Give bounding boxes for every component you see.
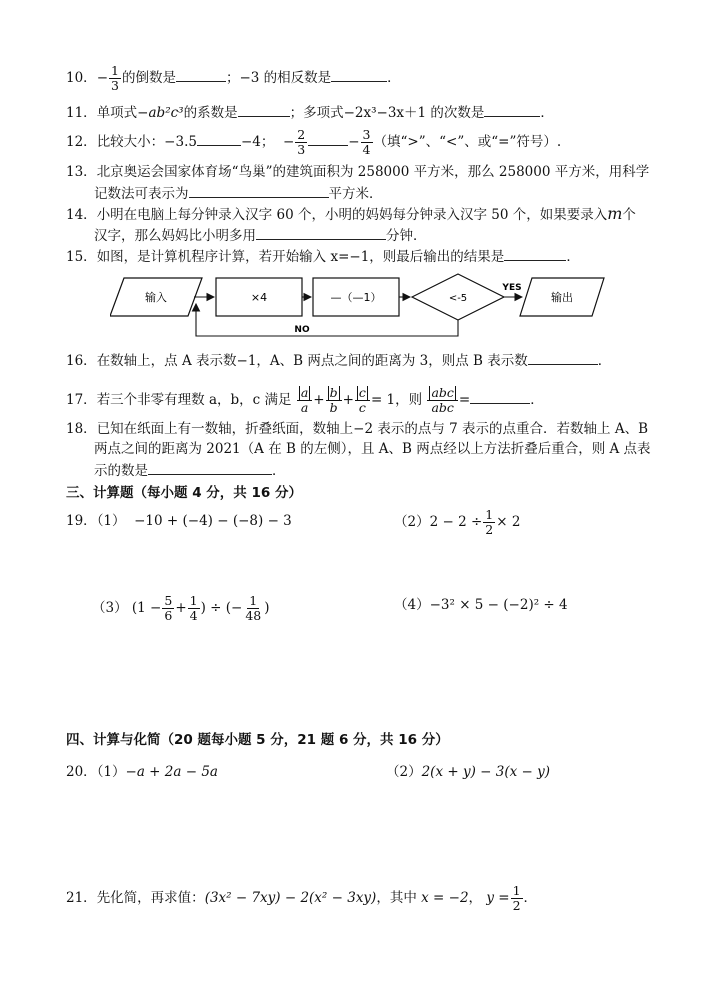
question-18 [66,420,648,438]
question-number: 10． [66,70,97,86]
math-expression: (1 − [131,600,162,616]
program-flowchart [110,270,610,342]
plus-sign: + [342,392,354,408]
question-16 [66,350,611,370]
math-expression: −3² × 5 − (−2)² ÷ 4 [429,597,568,613]
comma: ， [468,890,483,906]
multiply-label: ×4 [250,291,268,304]
question-text: −4； [240,134,275,150]
question-text: 平方米． [328,186,383,202]
fraction [483,508,495,537]
math-expression: ) ÷ (− [200,600,243,616]
plus-sign: + [313,392,325,408]
question-11 [66,102,554,122]
question-number: 20． [66,764,97,780]
fraction [297,386,312,415]
fraction [326,386,342,415]
question-text: 分钟． [386,228,427,244]
question-text: 记数法可表示为 [94,186,189,202]
input-label: 输入 [145,291,167,304]
numerator: 1 [512,883,521,898]
numerator: 1 [485,507,494,522]
separator: ； [225,70,240,86]
question-12 [66,128,561,157]
abs-a: a [300,385,309,400]
condition-label: <-5 [448,293,468,304]
question-19-part-2 [394,508,520,537]
denominator: 48 [245,608,262,623]
math-expression: ) [264,600,270,616]
question-19-part-4 [394,596,568,614]
question-19-part-1 [66,512,292,530]
question-text: 个 [622,207,636,223]
numerator: 2 [297,127,306,142]
question-text: ；多项式−2x³−3x＋1 的次数是 [289,105,485,121]
math-expression: (3x² − 7xy) − 2(x² − 3xy) [204,890,377,906]
question-21 [66,884,537,913]
question-number: 17． [66,392,97,408]
fraction [427,386,457,415]
part-label: （2） [386,764,422,780]
question-number: 16． [66,353,97,369]
yes-label: YES [502,283,522,293]
denominator: a [300,400,309,415]
numerator: 5 [164,593,173,608]
plus-sign: + [175,600,187,616]
math-expression: −a + 2a − 5a [125,764,218,780]
abs-c: c [358,385,366,400]
subtract-label: —（—1） [330,291,382,304]
denominator: b [329,400,338,415]
question-text: 的倒数是 [121,70,176,86]
math-expression: 2(x + y) − 3(x − y) [421,764,551,780]
part-label: （3） [92,600,128,616]
answer-blank[interactable] [504,246,566,261]
denominator: 4 [189,608,198,623]
output-label: 输出 [551,291,573,304]
denominator: abc [431,400,454,415]
abs-b: b [329,385,338,400]
math-expression: 2 − 2 ÷ [429,514,483,530]
fraction [361,128,373,157]
question-text: 如图，是计算机程序计算，若开始输入 x=−1，则最后输出的结果是 [96,249,505,265]
question-number: 15． [66,249,97,265]
equals-sign: = [458,392,471,408]
question-text: 北京奥运会国家体育场“鸟巢”的建筑面积为 258000 平方米，那么 258000 平方米，用科学 [96,164,650,180]
denominator: 3 [297,142,306,157]
answer-blank[interactable] [256,225,386,240]
question-text: 单项式− [96,105,149,121]
numerator: 1 [189,593,198,608]
section-4-heading: 四、计算与化简（20 题每小题 5 分，21 题 6 分，共 16 分） [66,732,449,748]
equation-result: = 1 [370,392,396,408]
math-expression: −10 + (−4) − (−8) − 3 [134,513,292,529]
question-text: （填“>”、“<”、或“=”符号）. [373,134,562,150]
question-text: −3 的相反数是 [239,70,332,86]
denominator: c [358,400,366,415]
question-text: 小明在电脑上每分钟录入汉字 60 个，小明的妈妈每分钟录入汉字 50 个，如果要录入 [96,207,608,223]
question-text: 先化简，再求值： [96,890,205,906]
question-text: ，其中 [376,890,417,906]
fraction [243,594,263,623]
fraction [295,128,307,157]
question-number: 13． [66,164,97,180]
question-text: ，则 [395,392,423,408]
no-loop-line [196,306,458,336]
fraction [355,386,370,415]
answer-blank[interactable] [484,102,540,117]
answer-blank[interactable] [148,460,272,475]
part-label: （4） [394,597,430,613]
denominator: 6 [164,608,173,623]
part-label: （1） [96,764,126,780]
denominator: 2 [512,898,521,913]
section-3-heading: 三、计算题（每小题 4 分，共 16 分） [66,485,302,501]
fraction [511,884,523,913]
minus-sign: − [96,70,108,86]
period: ． [530,392,544,408]
question-15 [66,246,580,266]
question-number: 11． [66,105,97,121]
question-18-line-2 [94,440,651,458]
answer-blank[interactable] [238,102,290,117]
answer-blank[interactable] [197,131,241,146]
question-text: 两点之间的距离为 2021（A 在 B 的左侧），且 A、B 两点经以上方法折叠后重合，则 A 点表 [94,441,651,457]
minus-sign: − [282,134,295,150]
question-text: 已知在纸面上有一数轴，折叠纸面，数轴上−2 表示的点与 7 表示的点重合．若数轴上 A、B [96,421,649,437]
answer-blank[interactable] [470,389,530,404]
question-14 [66,205,636,224]
denominator: 2 [485,522,494,537]
question-10 [66,64,401,93]
period: ． [272,463,286,479]
fraction [162,594,174,623]
period: ． [597,353,612,369]
period: ． [523,890,538,906]
numerator: 1 [249,593,258,608]
part-label: （1） [96,513,126,529]
question-text: 的系数是 [183,105,238,121]
question-20-part-2 [386,763,550,781]
answer-blank[interactable] [176,67,226,82]
question-number: 12． [66,134,97,150]
question-text: 比较大小：−3.5 [96,134,197,150]
answer-blank[interactable] [528,350,598,365]
math-expression: y = [486,890,510,906]
question-text: 在数轴上，点 A 表示数−1，A、B 两点之间的距离为 3，则点 B 表示数 [96,353,528,369]
denominator: 3 [111,78,119,93]
question-text: 汉字，那么妈妈比小明多用 [94,228,256,244]
question-14-line-2 [94,225,427,245]
question-number: 19． [66,513,97,529]
question-13-line-2 [94,183,383,203]
answer-blank[interactable] [308,131,348,146]
question-number: 21． [66,890,97,906]
variable-m: m [607,204,623,223]
monomial: ab²c³ [148,105,184,121]
question-text: 若三个非零有理数 a，b，c 满足 [96,392,292,408]
minus-sign: − [348,134,360,150]
question-number: 18． [66,421,97,437]
part-label: （2） [394,514,430,530]
question-text: 示的数是 [94,463,148,479]
question-17 [66,386,544,415]
answer-blank[interactable] [189,183,329,198]
question-20-part-1 [66,763,218,781]
denominator: 4 [362,142,371,157]
period: ． [566,249,580,265]
answer-blank[interactable] [331,67,387,82]
fraction [188,594,200,623]
question-19-part-3 [92,594,270,623]
question-13 [66,163,649,181]
fraction [109,64,121,93]
question-18-line-3 [94,460,286,480]
numerator: 1 [111,63,119,78]
math-expression: × 2 [496,514,521,530]
period: ． [540,105,554,121]
period: ． [387,70,401,86]
numerator: 3 [362,127,371,142]
question-number: 14． [66,207,97,223]
math-expression: x = −2 [421,890,469,906]
abs-abc: abc [431,385,454,400]
no-label: NO [294,325,310,335]
